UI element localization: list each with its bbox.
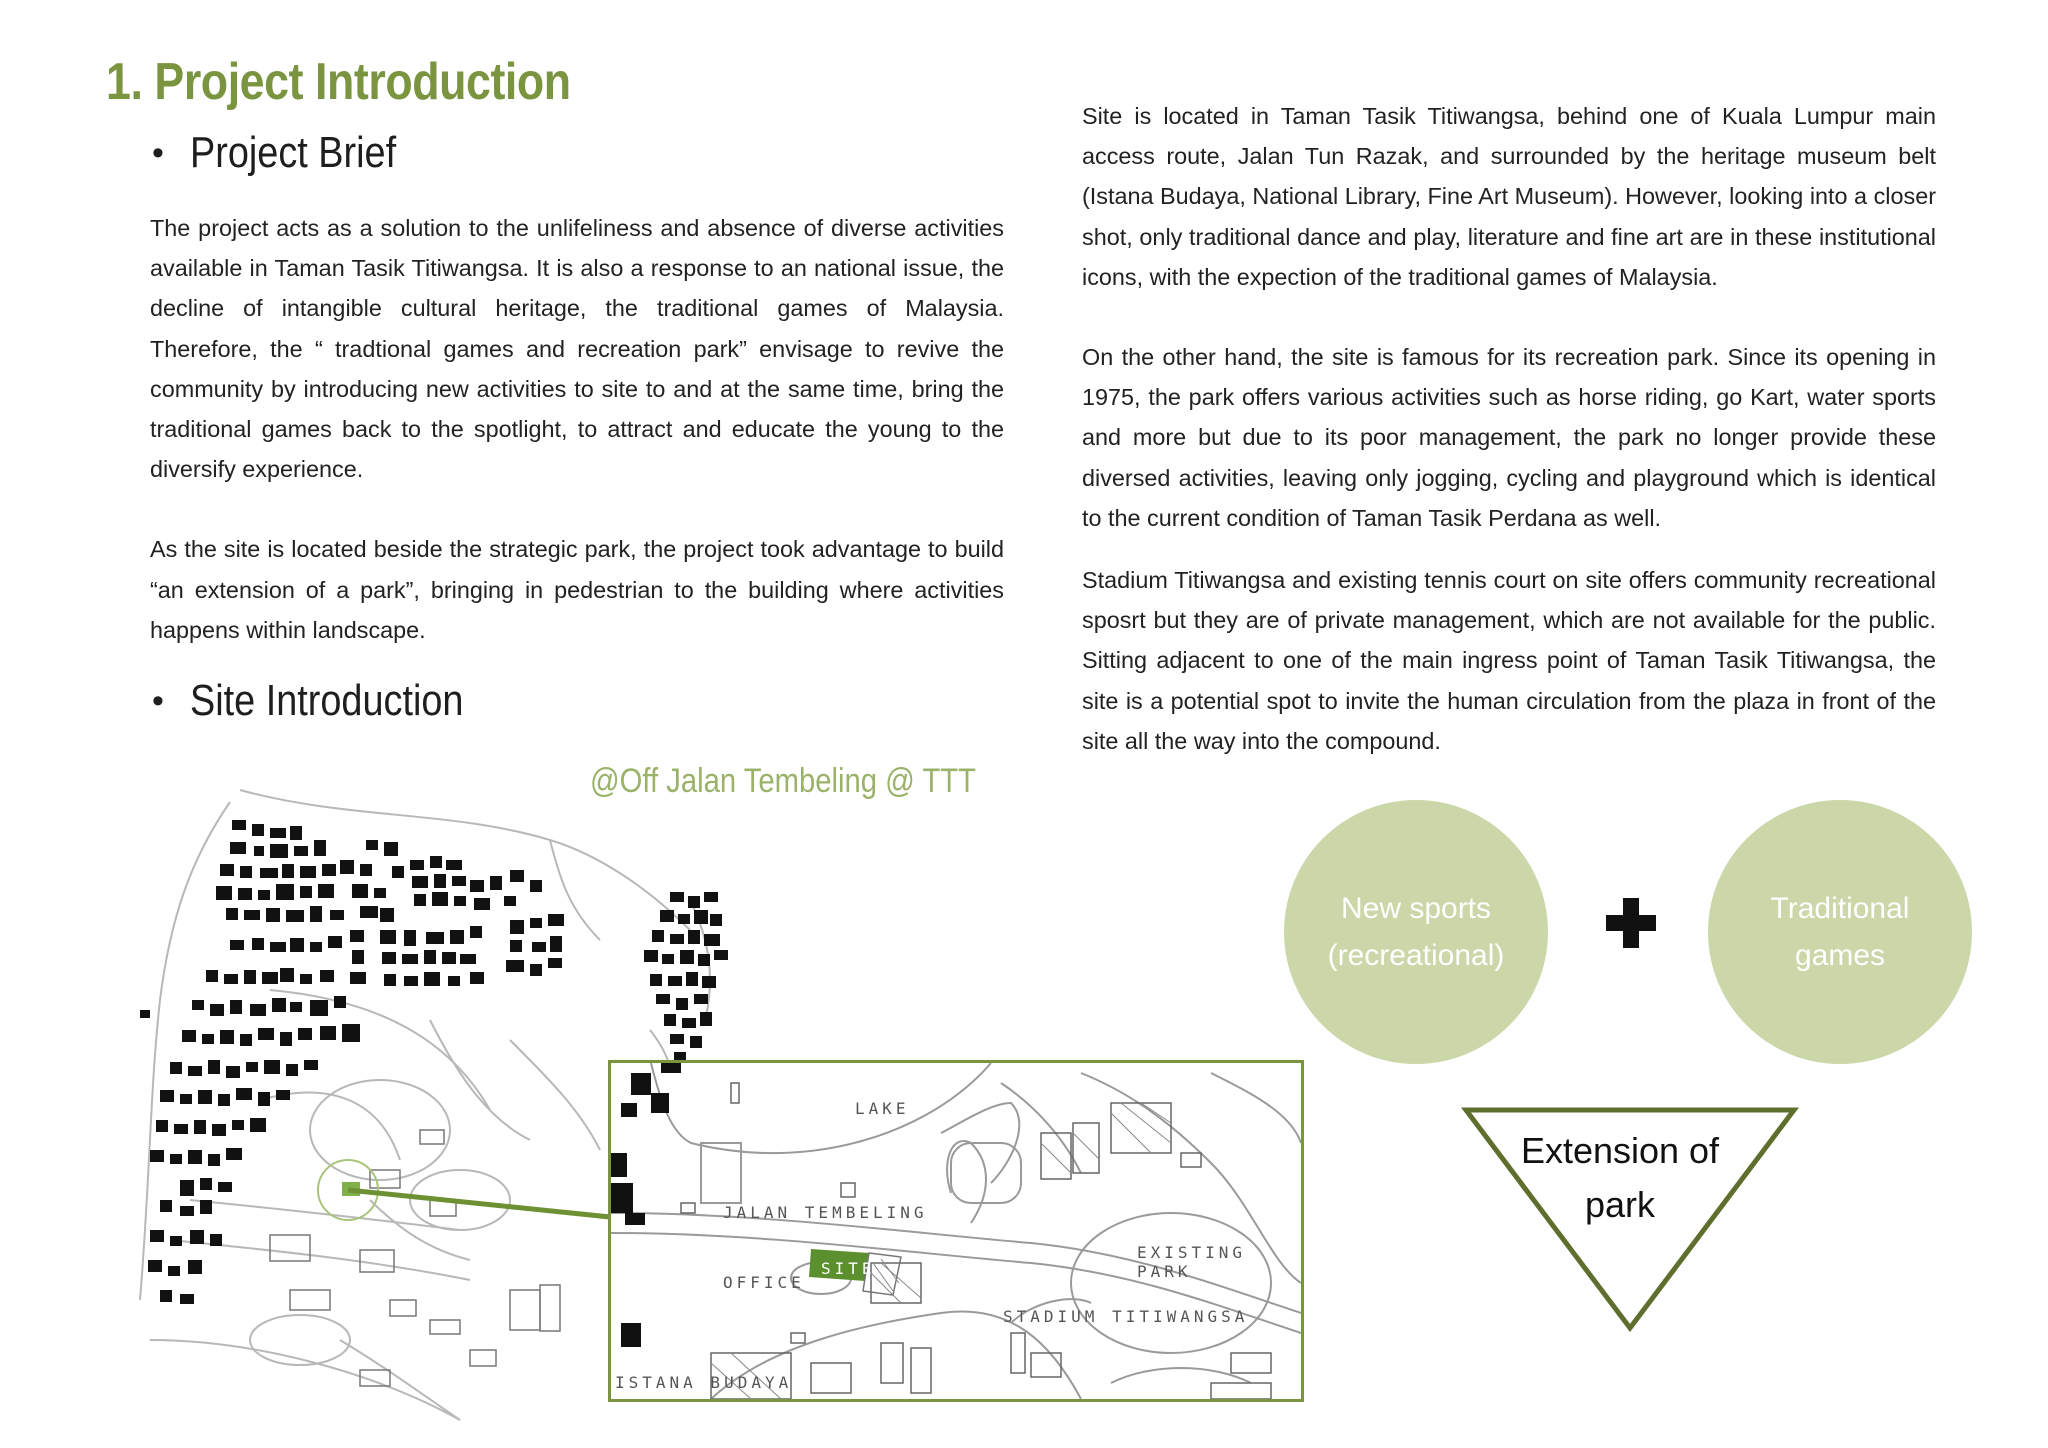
concept-circle-traditional-games bbox=[1708, 800, 1972, 1064]
concept-circle-traditional-games-line-1: Traditional bbox=[1770, 892, 1910, 925]
map-label-office: OFFICE bbox=[723, 1273, 805, 1292]
map-label-istana-budaya: ISTANA BUDAYA bbox=[615, 1373, 793, 1392]
map-label-road: JALAN TEMBELING bbox=[723, 1203, 928, 1222]
site-paragraph-1: Site is located in Taman Tasik Titiwangsa, behind one of Kuala Lumpur main access route, Jalan Tun Razak, and surrounded by the heritage museum belt (Istana Budaya, National Library, Fine Art Museum). However, looking into a closer shot, only traditional dance and play, literature and fine art are in these institutional icons, with the expection of the traditional games of Malaysia. bbox=[1082, 103, 1936, 290]
bullet-icon: • bbox=[152, 681, 164, 720]
site-paragraph-3: Stadium Titiwangsa and existing tennis court on site offers community recreational sposrt but they are of private management, which are not available for the public. Sitting adjacent to one of the main ingress point of Taman Tasik Titiwangsa, the site is a potential spot to invite the human circulation from the plaza in front of the site all the way into the compound. bbox=[1082, 567, 1936, 754]
map-label-existing-park: EXISTING PARK bbox=[1137, 1243, 1247, 1281]
plus-icon bbox=[1606, 898, 1656, 948]
site-introduction-heading bbox=[152, 676, 508, 726]
site-paragraph-2: On the other hand, the site is famous for its recreation park. Since its opening in 1975, the park offers various activities such as horse riding, go Kart, water sports and more but due to its poor management, the park no longer provide these diversed activities, leaving only jogging, cycling and playground which is identical to the current condition of Taman Tasik Perdana as well. bbox=[1082, 344, 1936, 531]
concept-circle-new-sports-line-2: (recreational) bbox=[1327, 939, 1505, 972]
project-brief-heading bbox=[152, 128, 430, 178]
site-introduction-title: Site Introduction bbox=[189, 676, 464, 725]
brief-paragraph-1: The project acts as a solution to the unlifeliness and absence of diverse activities available in Taman Tasik Titiwangsa. It is also a response to an national issue, the decline of intangible cultural heritage, the traditional games of Malaysia. Therefore, the “ tradtional games and recreation park” envisage to revive the community by introducing new activities to site to and at the same time, bring the traditional games back to the spotlight, to attract and educate the young to the diversify experience. bbox=[150, 215, 1004, 483]
concept-circle-new-sports bbox=[1284, 800, 1548, 1064]
site-address-caption: @Off Jalan Tembeling @ TTT bbox=[590, 762, 977, 800]
extension-of-park-line-1: Extension of bbox=[1520, 1130, 1720, 1171]
extension-of-park-label bbox=[1480, 1124, 1760, 1232]
brief-paragraph-2: As the site is located beside the strategic park, the project took advantage to build “an extension of a park”, bringing in pedestrian to the building where activities happens within landscape. bbox=[150, 536, 1004, 643]
map-label-site: SITE bbox=[821, 1259, 876, 1278]
site-detail-map-drawing bbox=[611, 1063, 1301, 1399]
project-brief-title: Project Brief bbox=[189, 128, 396, 177]
site-detail-map bbox=[608, 1060, 1304, 1402]
extension-of-park-line-2: park bbox=[1584, 1184, 1656, 1225]
page-title: 1. Project Introduction bbox=[106, 53, 571, 111]
concept-circle-traditional-games-line-2: games bbox=[1794, 939, 1886, 972]
map-label-lake: LAKE bbox=[855, 1099, 910, 1118]
project-brief-text bbox=[150, 208, 1004, 650]
map-label-stadium: STADIUM TITIWANGSA bbox=[1003, 1307, 1249, 1326]
bullet-icon: • bbox=[152, 133, 164, 172]
site-description-text bbox=[1082, 96, 1936, 761]
concept-circle-new-sports-line-1: New sports bbox=[1340, 892, 1492, 925]
